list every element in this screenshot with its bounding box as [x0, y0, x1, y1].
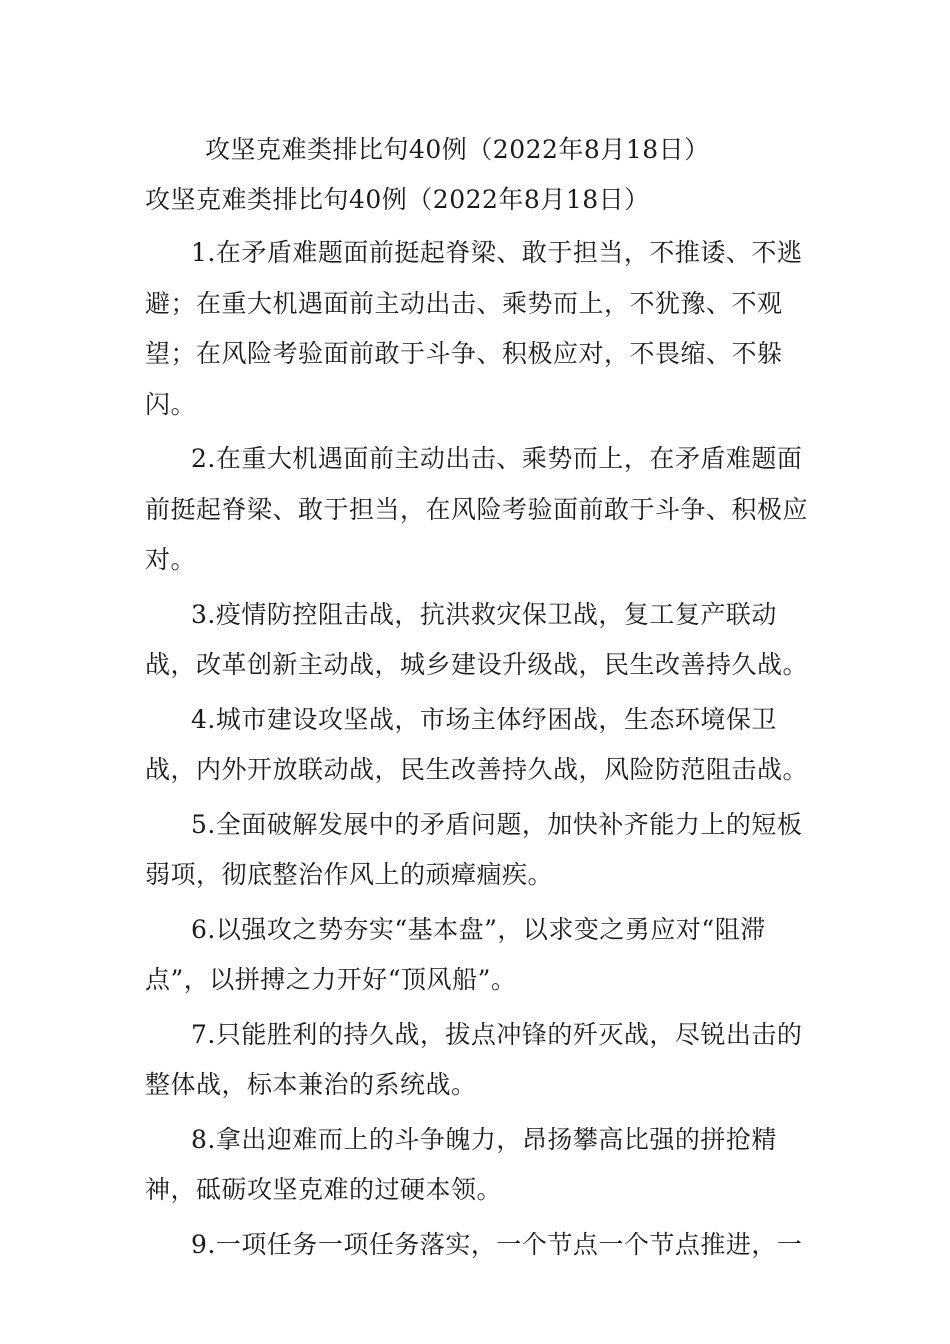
paragraph-2: 2.在重大机遇面前主动出击、乘势而上，在矛盾难题面前挺起脊梁、敢于担当，在风险考验面前敢于斗争、积极应对。 — [145, 444, 809, 574]
paragraph-6: 6.以强攻之势夯实“基本盘”，以求变之勇应对“阻滞点”，以拼搏之力开好“顶风船”。 — [145, 914, 766, 994]
paragraph-1: 1.在矛盾难题面前挺起脊梁、敢于担当，不推诿、不逃避；在重大机遇面前主动出击、乘势而上，不犹豫、不观望；在风险考验面前敢于斗争、积极应对，不畏缩、不躲闪。 — [145, 238, 803, 419]
paragraph-4: 4.城市建设攻坚战，市场主体纾困战，生态环境保卫战，内外开放联动战，民生改善持久战，风险防范阻击战。 — [145, 704, 809, 784]
paragraph-9: 9.一项任务一项任务落实，一个节点一个节点推进，一 — [191, 1229, 803, 1259]
document-title: 攻坚克难类排比句40例（2022年8月18日） — [205, 135, 710, 164]
paragraph-3: 3.疫情防控阻击战，抗洪救灾保卫战，复工复产联动战，改革创新主动战，城乡建设升级战，民生改善持久战。 — [145, 599, 809, 679]
document-subtitle: 攻坚克难类排比句40例（2022年8月18日） — [145, 185, 650, 214]
document-body — [145, 228, 810, 1274]
paragraph-8: 8.拿出迎难而上的斗争魄力，昂扬攀高比强的拼抢精神，砥砺攻坚克难的过硬本领。 — [145, 1124, 777, 1204]
paragraph-7: 7.只能胜利的持久战，拔点冲锋的歼灭战，尽锐出击的整体战，标本兼治的系统战。 — [145, 1019, 803, 1099]
paragraph-5: 5.全面破解发展中的矛盾问题，加快补齐能力上的短板弱项，彻底整治作风上的顽瘴痼疾。 — [145, 809, 803, 889]
